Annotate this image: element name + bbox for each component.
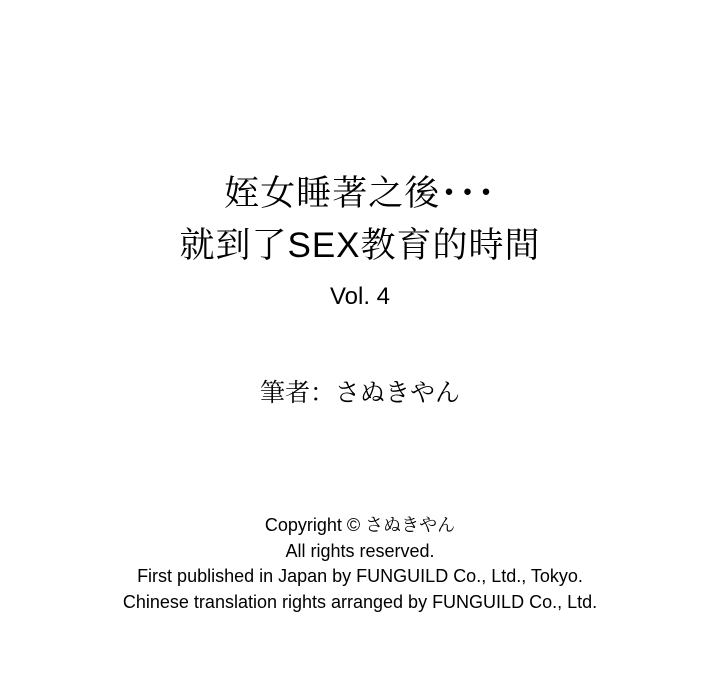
book-title-line2: 就到了SEX教育的時間 [179,226,541,265]
copyright-line: Copyright © さぬきやん [264,515,456,535]
volume-label: Vol. 4 [329,283,391,310]
book-title [0,168,720,272]
translation-rights-line: Chinese translation rights arranged by FUNGUILD Co., Ltd. [122,591,598,612]
copyright-notice [0,513,720,615]
book-title-line1: 姪女睡著之後･･･ [224,174,496,213]
author-credit: 筆者：さぬきやん [259,379,460,407]
rights-reserved-line: All rights reserved. [285,540,435,561]
publisher-line: First published in Japan by FUNGUILD Co., Ltd., Tokyo. [137,566,583,586]
